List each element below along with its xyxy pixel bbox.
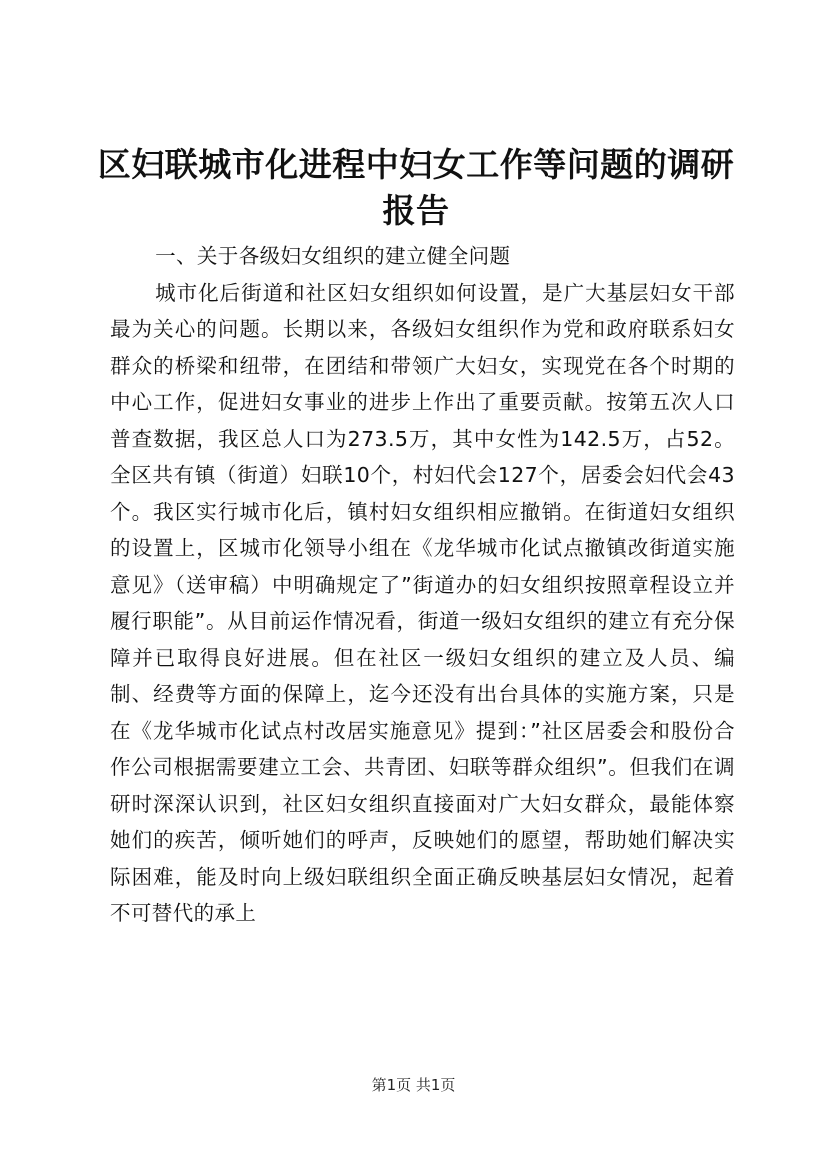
page-footer: 第1页 共1页 xyxy=(371,1076,456,1094)
body-paragraph: 城市化后街道和社区妇女组织如何设置，是广大基层妇女干部最为关心的问题。长期以来，各级妇女组织作为党和政府联系妇女群众的桥梁和纽带，在团结和带领广大妇女，实现党在各个时期的中心工作，促进妇女事业的进步上作出了重要贡献。按第五次人口普查数据，我区总人口为273.5万，其中女性为142.5万，占52。全区共有镇（街道）妇联10个，村妇代会127个，居委会妇代会43个。我区实行城市化后，镇村妇女组织相应撤销。在街道妇女组织的设置上，区城市化领导小组在《龙华城市化试点撤镇改街道实施意见》（送审稿）中明确规定了”街道办的妇女组织按照章程设立并履行职能”。从目前运作情况看，街道一级妇女组织的建立有充分保障并已取得良好进展。但在社区一级妇女组织的建立及人员、编制、经费等方面的保障上，迄今还没有出台具体的实施方案，只是在《龙华城市化试点村改居实施意见》提到：”社区居委会和股份合作公司根据需要建立工会、共青团、妇联等群众组织”。但我们在调研时深深认识到，社区妇女组织直接面对广大妇女群众，最能体察她们的疾苦，倾听她们的呼声，反映她们的愿望，帮助她们解决实际困难，能及时向上级妇联组织全面正确反映基层妇女情况，起着不可替代的承上 xyxy=(110,280,735,925)
section-heading: 一、关于各级妇女组织的建立健全问题 xyxy=(155,244,511,268)
document-body xyxy=(110,238,735,932)
document-title: 区妇联城市化进程中妇女工作等问题的调研报告 xyxy=(97,145,735,230)
